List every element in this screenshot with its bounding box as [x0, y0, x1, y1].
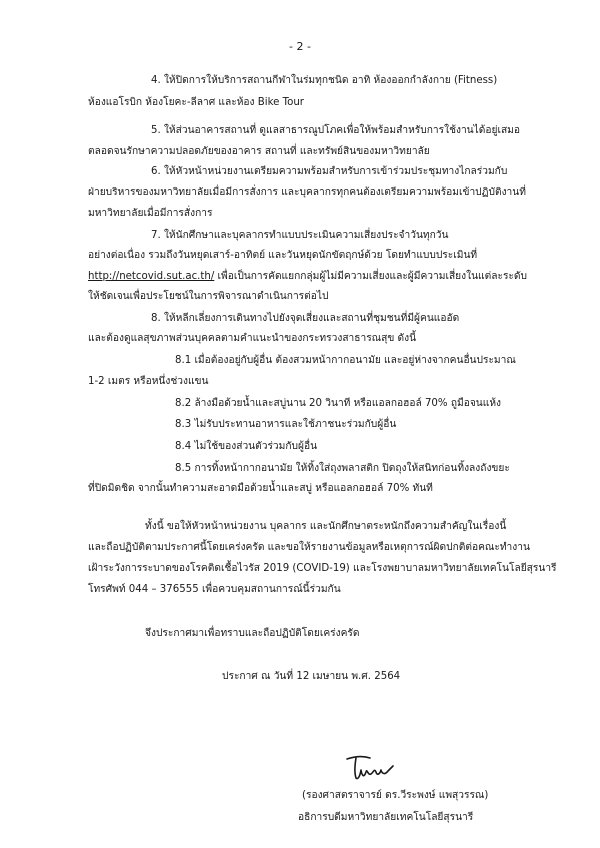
item-6-line-3: มหาวิทยาลัยเมื่อมีการสั่งการ	[88, 208, 213, 219]
item-8-1-line-1: 8.1 เมื่อต้องอยู่กับผู้อื่น ต้องสวมหน้ากากอนามัย และอยู่ห่างจากคนอื่นประมาณ	[175, 355, 516, 366]
signature	[344, 754, 396, 782]
signer-name: (รองศาสตราจารย์ ดร.วีระพงษ์ แพสุวรรณ)	[302, 790, 489, 801]
closing-line-3: เฝ้าระวังการระบาดของโรคติดเชื้อไวรัส 2019 (COVID-19) และโรงพยาบาลมหาวิทยาลัยเทคโนโลยีสุรนารี	[88, 563, 557, 574]
item-7-line-2: อย่างต่อเนื่อง รวมถึงวันหยุดเสาร์-อาทิตย์ และวันหยุดนักขัตฤกษ์ด้วย โดยทำแบบประเมินที่	[88, 250, 478, 261]
page-number: - 2 -	[289, 40, 311, 53]
item-8-line-2: และต้องดูแลสุขภาพส่วนบุคคลตามคำแนะนำของกระทรวงสาธารณสุข ดังนี้	[88, 333, 417, 344]
closing-line-4: โทรศัพท์ 044 – 376555 เพื่อควบคุมสถานการณ์นี้ร่วมกัน	[88, 584, 341, 595]
item-8-2: 8.2 ล้างมือด้วยน้ำและสบู่นาน 20 วินาที หรือแอลกอฮอล์ 70% ถูมือจนแห้ง	[175, 398, 502, 409]
closing-line-1: ทั้งนี้ ขอให้หัวหน้าหน่วยงาน บุคลากร และนักศึกษาตระหนักถึงความสำคัญในเรื่องนี้	[145, 521, 507, 532]
item-7-line-4: ให้ชัดเจนเพื่อประโยชน์ในการพิจารณาดำเนินการต่อไป	[88, 291, 329, 302]
item-6-line-1: 6. ให้หัวหน้าหน่วยงานเตรียมความพร้อมสำหรับการเข้าร่วมประชุมทางไกลร่วมกับ	[151, 166, 508, 177]
item-8-4: 8.4 ไม่ใช้ของส่วนตัวร่วมกับผู้อื่น	[175, 441, 318, 452]
item-8-1-line-2: 1-2 เมตร หรือหนึ่งช่วงแขน	[88, 376, 209, 387]
netcovid-link[interactable]: http://netcovid.sut.ac.th/	[88, 271, 215, 282]
item-8-5-line-2: ที่ปิดมิดชิด จากนั้นทำความสะอาดมือด้วยน้ำและสบู่ หรือแอลกอฮอล์ 70% ทันที	[88, 483, 433, 494]
item-8-5-line-1: 8.5 การทิ้งหน้ากากอนามัย ให้ทิ้งใส่ถุงพลาสติก ปิดถุงให้สนิทก่อนทิ้งลงถังขยะ	[175, 463, 510, 474]
item-7-line-3-rest: เพื่อเป็นการคัดแยกกลุ่มผู้ไม่มีความเสี่ยงและผู้มีความเสี่ยงในแต่ละระดับ	[214, 271, 527, 282]
item-6-line-2: ฝ่ายบริหารของมหาวิทยาลัยเมื่อมีการสั่งการ และบุคลากรทุกคนต้องเตรียมความพร้อมเข้าปฏิบัติงานที่	[88, 187, 526, 198]
item-4-line-2: ห้องแอโรบิก ห้องโยคะ-ลีลาศ และห้อง Bike Tour	[88, 97, 304, 108]
item-5-line-2: ตลอดจนรักษาความปลอดภัยของอาคาร สถานที่ และทรัพย์สินของมหาวิทยาลัย	[88, 146, 430, 157]
item-8-line-1: 8. ให้หลีกเลี่ยงการเดินทางไปยังจุดเสี่ยงและสถานที่ชุมชนที่มีผู้คนแออัด	[151, 313, 460, 324]
item-7-line-3	[88, 270, 527, 284]
closing-line-2: และถือปฏิบัติตามประกาศนี้โดยเคร่งครัด และขอให้รายงานข้อมูลหรือเหตุการณ์ผิดปกติต่อคณะทำงาน	[88, 542, 530, 553]
item-5-line-1: 5. ให้ส่วนอาคารสถานที่ ดูแลสาธารณูปโภคเพื่อให้พร้อมสำหรับการใช้งานได้อยู่เสมอ	[151, 125, 521, 136]
announce-line: จึงประกาศมาเพื่อทราบและถือปฏิบัติโดยเคร่งครัด	[145, 628, 360, 639]
signer-title: อธิการบดีมหาวิทยาลัยเทคโนโลยีสุรนารี	[298, 812, 474, 823]
item-4-line-1: 4. ให้ปิดการให้บริการสถานกีฬาในร่มทุกชนิด อาทิ ห้องออกกำลังกาย (Fitness)	[151, 75, 498, 86]
item-7-line-1: 7. ให้นักศึกษาและบุคลากรทำแบบประเมินความเสี่ยงประจำวันทุกวัน	[151, 230, 449, 241]
item-8-3: 8.3 ไม่รับประทานอาหารและใช้ภาชนะร่วมกับผู้อื่น	[175, 419, 397, 430]
date-line: ประกาศ ณ วันที่ 12 เมษายน พ.ศ. 2564	[222, 671, 401, 682]
